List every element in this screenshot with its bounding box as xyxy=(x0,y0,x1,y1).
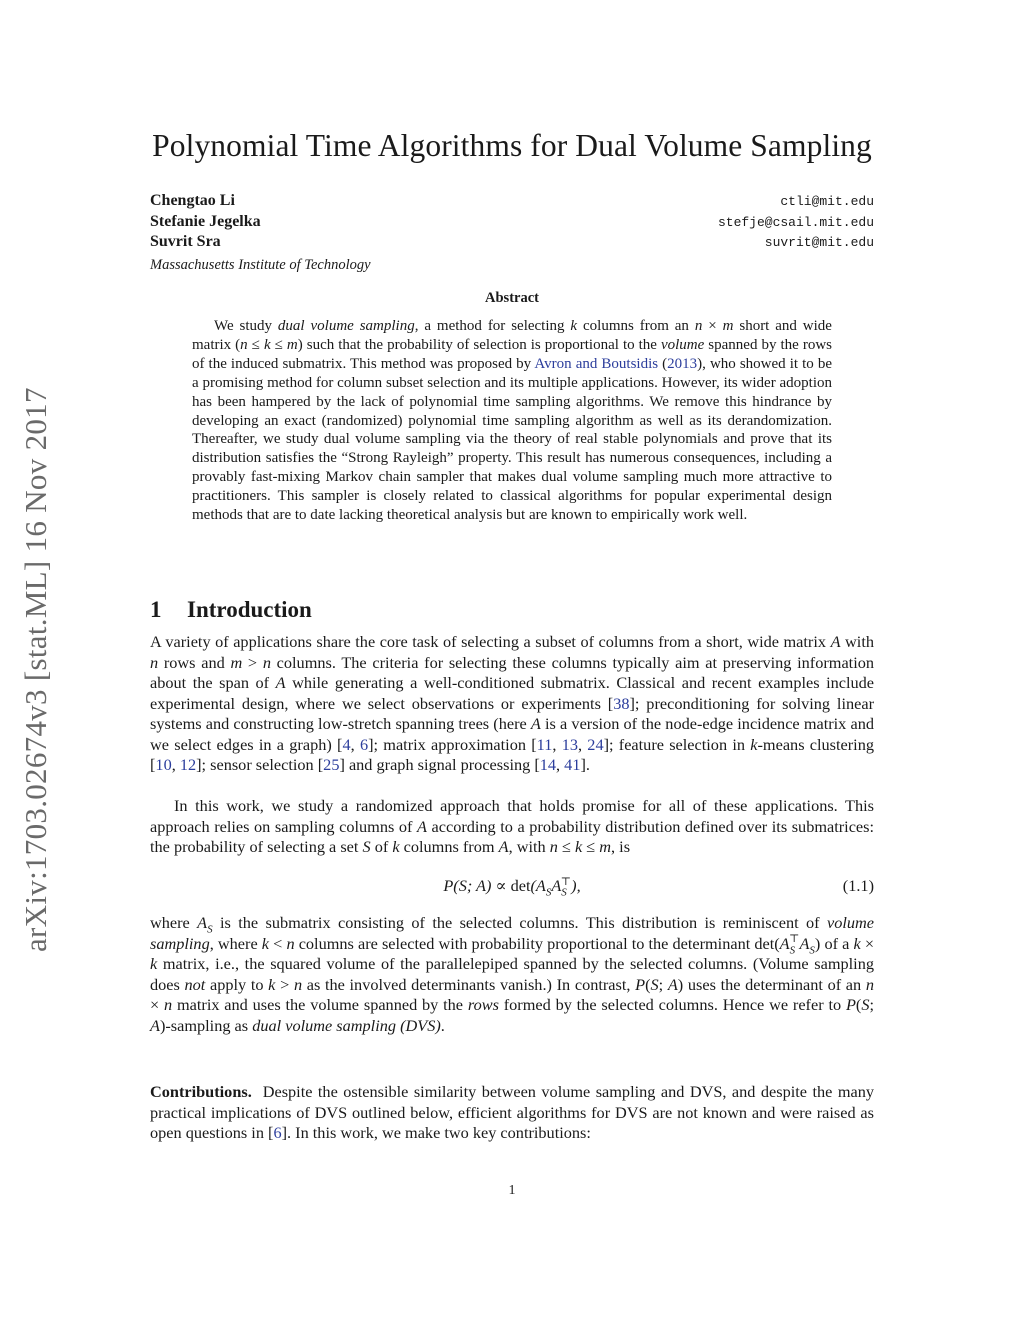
equation-1-1 xyxy=(150,876,874,898)
author-block xyxy=(150,192,874,274)
equation-number: (1.1) xyxy=(842,876,874,895)
paragraph-approach: In this work, we study a randomized approach that holds promise for all of these applications. This approach relies on sampling columns of A according to a probability distribution defined over its submatrices: the probability of selecting a set S of k columns from A, with n ≤ k ≤ m, is xyxy=(150,796,875,856)
citation-link[interactable]: 24 xyxy=(587,734,604,754)
arxiv-stamp: arXiv:1703.02674v3 [stat.ML] 16 Nov 2017 xyxy=(18,387,53,952)
affiliation: Massachusetts Institute of Technology xyxy=(150,256,371,273)
equation-expression: P(S; $A) \propto \det(A_SA_S^⊤)$, xyxy=(443,875,581,899)
paragraph-contributions: Contributions. Despite the ostensible similarity between volume sampling and DVS, and despite the many practical implications of DVS outlined below, efficient algorithms for DVS are not known and were raised as open questions in [6]. In this work, we make two key contributions: xyxy=(150,1082,874,1142)
citation-link[interactable]: 41 xyxy=(564,755,581,774)
author-name: Stefanie Jegelka xyxy=(150,212,261,230)
citation-link[interactable]: 4 xyxy=(342,734,351,754)
citation-link[interactable]: 2013 xyxy=(667,355,698,372)
paragraph-distribution: where $A_S$ is the submatrix consisting of the selected columns. This distribution is reminiscent of volume sampling, where k < n columns are selected with probability proportional to the determinant $\det(A_S^⊤A_S)$ of a k × k matrix, i.e., the squared volume of the parallelepiped spanned by the selected columns. (Volume sampling does not apply to k > n as the involved determinants vanish.) In contrast, P(S; A) uses the determinant of an n × n matrix and uses the volume spanned by the rows formed by the selected columns. Hence we refer to P(S; A)-sampling as dual volume sampling (DVS). xyxy=(150,913,874,1035)
abstract-text: We study dual volume sampling, a method for selecting k columns from an n × m short and wide matrix (n ≤ k ≤ m) such that the probability of selection is proportional to the volume spanned by the rows of the induced submatrix. This method was proposed by Avron and Boutsidis (2013), who showed it to be a promising method for column subset selection and its multiple applications. However, its wider adoption has been hampered by the lack of polynomial time sampling algorithms. We remove this hindrance by developing an exact (randomized) polynomial time sampling algorithm as well as its derandomization. Thereafter, we study dual volume sampling via the theory of real stable polynomials and prove that its distribution satisfies the “Strong Rayleigh” property. This result has numerous consequences, including a provably fast-mixing Markov chain sampler that makes dual volume sampling much more attractive to practitioners. This sampler is closely related to classical algorithms for popular experimental design methods that are to date lacking theoretical analysis but are known to empirically work well. xyxy=(192,318,832,524)
paragraph-intro: A variety of applications share the core task of selecting a subset of columns from a short, wide matrix A with n rows and m > n columns. The criteria for selecting these columns typically aim at preserving information about the span of A while generating a well-conditioned submatrix. Classical and recent examples include experimental design, where we select observations or experiments [38]; preconditioning for solving linear systems and constructing low-stretch spanning trees (here A is a version of the node-edge incidence matrix and we select edges in a graph) [4, 6]; matrix approximation [11, 13, 24]; feature selection in k-means clustering [10, 12]; sensor selection [25] and graph signal processing [14, 41]. xyxy=(150,632,875,774)
citation-link[interactable]: 13 xyxy=(561,734,578,754)
paper-title: Polynomial Time Algorithms for Dual Volume Sampling xyxy=(152,128,872,163)
author-email[interactable]: suvrit@mit.edu xyxy=(764,235,874,250)
page-number: 1 xyxy=(508,1183,516,1198)
citation-link[interactable]: 10 xyxy=(155,755,172,774)
citation-link[interactable]: 6 xyxy=(273,1123,282,1142)
author-row xyxy=(150,192,874,213)
author-name: Suvrit Sra xyxy=(150,233,221,250)
citation-link[interactable]: 14 xyxy=(539,755,557,774)
citation-link[interactable]: 25 xyxy=(323,755,340,774)
citation-link[interactable]: 12 xyxy=(179,755,197,774)
citation-link[interactable]: 6 xyxy=(359,734,369,754)
author-email[interactable]: ctli@mit.edu xyxy=(780,194,874,209)
author-email[interactable]: stefje@csail.mit.edu xyxy=(717,214,874,230)
author-row xyxy=(150,233,874,254)
section-heading: 1 Introduction xyxy=(150,597,312,622)
author-name: Chengtao Li xyxy=(150,192,235,209)
author-row xyxy=(150,213,874,234)
abstract-heading: Abstract xyxy=(485,290,539,306)
citation-link[interactable]: 38 xyxy=(613,693,630,713)
citation-link[interactable]: 11 xyxy=(536,734,553,754)
citation-link[interactable]: Avron and Boutsidis xyxy=(534,355,659,372)
